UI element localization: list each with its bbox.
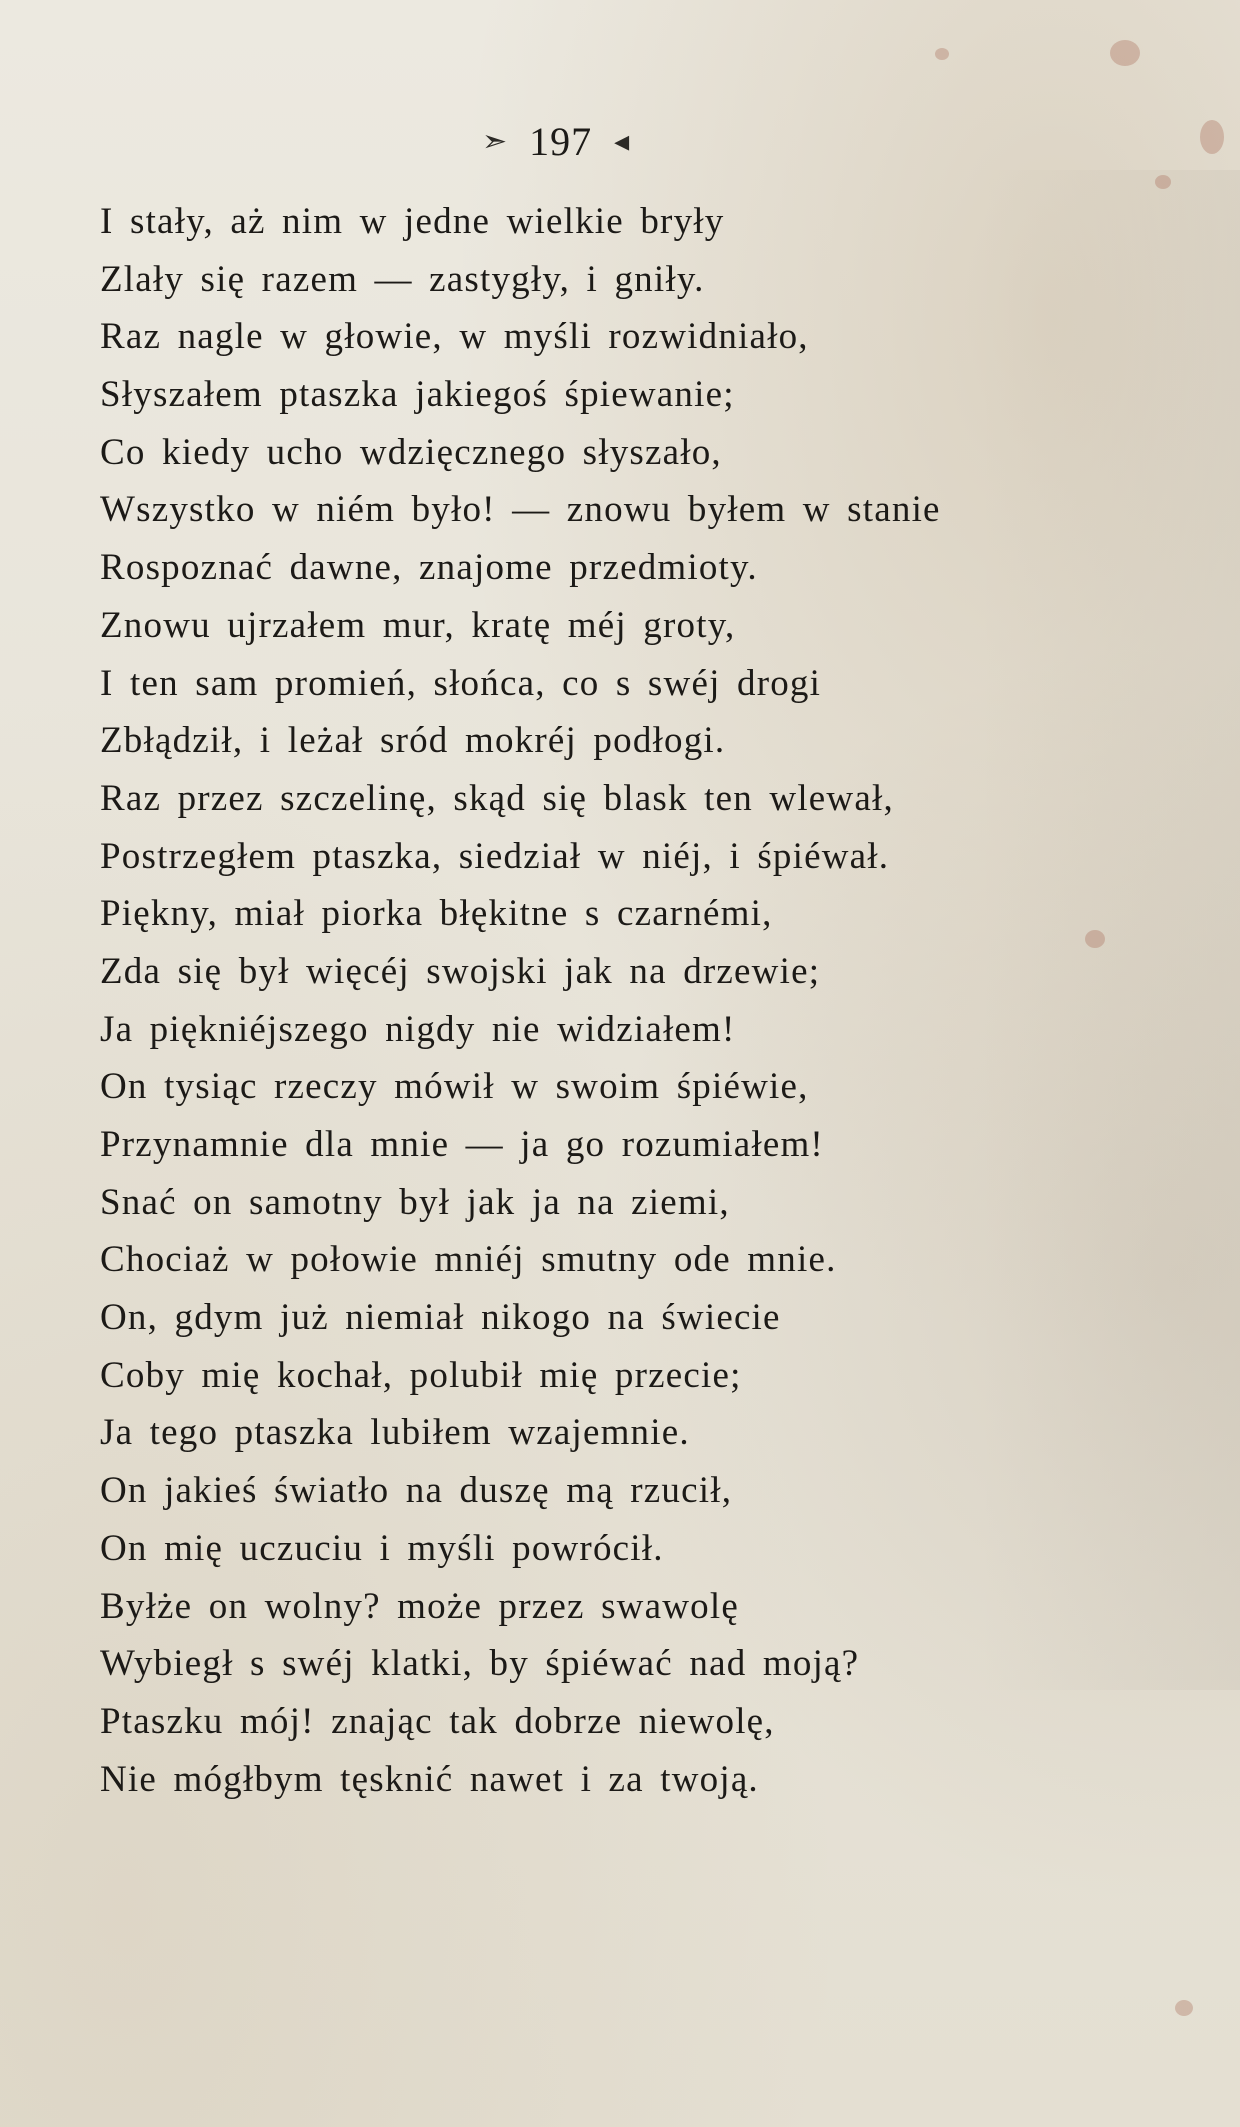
poem-line: Przynamnie dla mnie — ja go rozumiałem!: [100, 1124, 824, 1165]
poem-line: Rospoznać dawne, znajome przedmioty.: [100, 547, 758, 589]
poem-line: Wszystko w niém było! — znowu byłem w stanie: [100, 489, 941, 531]
foxing-spot: [935, 48, 949, 60]
poem-text: [100, 193, 1060, 1808]
poem-line: Postrzegłem ptaszka, siedział w niéj, i śpiéwał.: [100, 835, 890, 877]
poem-line: Zbłądził, i leżał sród mokréj podłogi.: [100, 720, 726, 762]
poem-line: Ptaszku mój! znając tak dobrze niewolę,: [100, 1700, 775, 1742]
page-number: 197: [529, 119, 593, 164]
poem-line: Co kiedy ucho wdzięcznego słyszało,: [100, 431, 722, 473]
poem-line: Raz przez szczelinę, skąd się blask ten wlewał,: [100, 777, 894, 819]
poem-line: Ja tego ptaszka lubiłem wzajemnie.: [100, 1412, 690, 1454]
poem-line: On tysiąc rzeczy mówił w swoim śpiéwie,: [100, 1066, 809, 1108]
foxing-spot: [1155, 175, 1171, 189]
poem-line: Piękny, miał piorka błękitne s czarnémi,: [100, 893, 773, 935]
foxing-spot: [1110, 40, 1140, 66]
poem-line: Snać on samotny był jak ja na ziemi,: [100, 1181, 730, 1223]
left-ornament-icon: ➣: [482, 124, 508, 159]
poem-line: On jakieś światło na duszę mą rzucił,: [100, 1470, 733, 1512]
right-ornament-icon: ◂: [614, 124, 630, 159]
poem-line: Słyszałem ptaszka jakiegoś śpiewanie;: [100, 374, 735, 416]
page-header: [0, 112, 1240, 172]
poem-line: Chociaż w połowie mniéj smutny ode mnie.: [100, 1239, 837, 1281]
foxing-spot: [1085, 930, 1105, 948]
poem-line: I ten sam promień, słońca, co s swéj drogi: [100, 662, 822, 704]
foxing-spot: [1175, 2000, 1193, 2016]
poem-line: Zda się był więcéj swojski jak na drzewie;: [100, 950, 821, 992]
poem-line: On, gdym już niemiał nikogo na świecie: [100, 1297, 781, 1339]
poem-line: On mię uczuciu i myśli powrócił.: [100, 1527, 664, 1569]
poem-line: I stały, aż nim w jedne wielkie bryły: [100, 201, 725, 242]
poem-line: Coby mię kochał, polubił mię przecie;: [100, 1354, 742, 1396]
poem-line: Wybiegł s swéj klatki, by śpiéwać nad moją?: [100, 1643, 860, 1685]
poem-line: Nie mógłbym tęsknić nawet i za twoją.: [100, 1758, 759, 1800]
poem-line: Zlały się razem — zastygły, i gniły.: [100, 258, 705, 300]
poem-line: Ja piękniéjszego nigdy nie widziałem!: [100, 1008, 736, 1050]
poem-line: Byłże on wolny? może przez swawolę: [100, 1585, 739, 1627]
poem-line: Znowu ujrzałem mur, kratę méj groty,: [100, 604, 736, 646]
poem-line: Raz nagle w głowie, w myśli rozwidniało,: [100, 316, 809, 358]
